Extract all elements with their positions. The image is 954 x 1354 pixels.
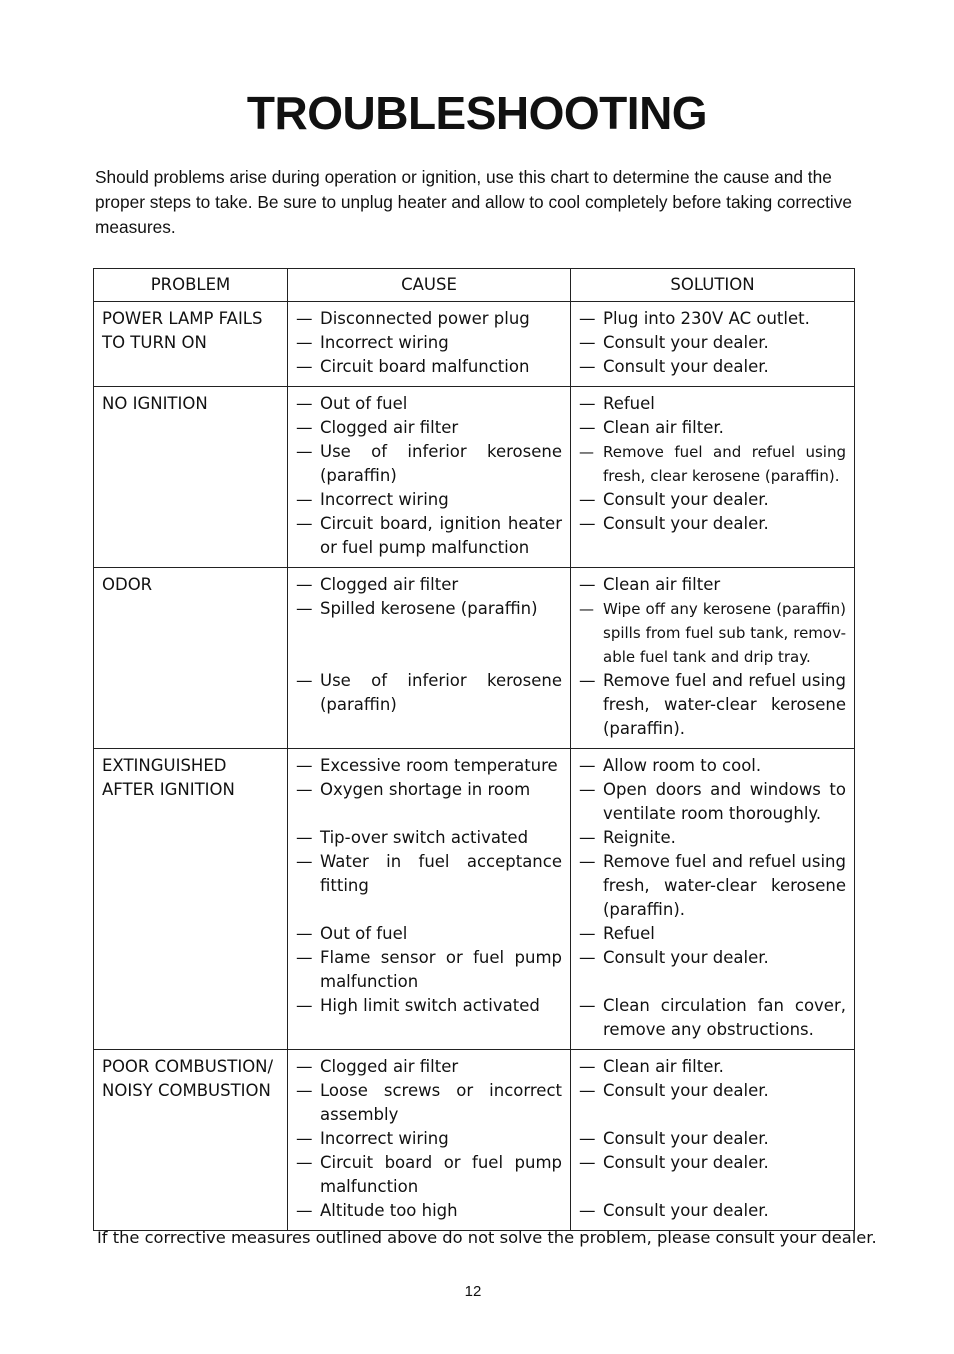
list-item xyxy=(296,355,562,379)
list-item xyxy=(579,440,846,488)
dash-bullet: — xyxy=(579,852,596,871)
item-text: Spilled kerosene (paraffin) xyxy=(320,599,538,618)
problem-cell: POOR COMBUSTION/ NOISY COMBUSTION xyxy=(94,1050,288,1231)
solution-cell xyxy=(571,1050,855,1231)
list-item xyxy=(296,826,562,850)
list-item xyxy=(296,946,562,994)
item-text: Clean circulation fan cover, remove any obstructions. xyxy=(603,996,846,1039)
dash-bullet: — xyxy=(296,599,313,618)
dash-bullet: — xyxy=(579,924,596,943)
list-item xyxy=(296,1127,562,1151)
spacer xyxy=(579,1175,846,1199)
dash-bullet: — xyxy=(579,948,596,967)
item-text: Reignite. xyxy=(603,828,676,847)
dash-bullet: — xyxy=(579,756,596,775)
dash-bullet: — xyxy=(579,333,596,352)
item-text: Consult your dealer. xyxy=(603,490,769,509)
list-item xyxy=(579,1127,846,1151)
item-text: Clogged air filter xyxy=(320,575,459,594)
dash-bullet: — xyxy=(296,948,313,967)
cause-cell xyxy=(288,302,571,387)
item-text: Incorrect wiring xyxy=(320,333,449,352)
dash-bullet: — xyxy=(296,357,313,376)
item-text: Loose screws or incorrect assembly xyxy=(320,1081,562,1124)
list-item xyxy=(296,994,562,1018)
table-row xyxy=(94,387,855,568)
problem-cell: EXTINGUISHED AFTER IGNITION xyxy=(94,749,288,1050)
list-item xyxy=(296,669,562,717)
dash-bullet: — xyxy=(579,996,596,1015)
footnote: If the corrective measures outlined above do not solve the problem, please consult your dealer. xyxy=(97,1228,877,1247)
item-text: Consult your dealer. xyxy=(603,1129,769,1148)
dash-bullet: — xyxy=(296,671,313,690)
dash-bullet: — xyxy=(579,357,596,376)
list-item xyxy=(579,826,846,850)
dash-bullet: — xyxy=(579,1081,596,1100)
item-text: High limit switch activated xyxy=(320,996,540,1015)
list-item xyxy=(579,1079,846,1103)
item-text: Remove fuel and refuel using fresh, water-clear kerosene (paraffin). xyxy=(603,671,846,738)
item-text: Clean air filter xyxy=(603,575,721,594)
list-item xyxy=(296,416,562,440)
item-text: Consult your dealer. xyxy=(603,948,769,967)
spacer xyxy=(296,898,562,922)
item-text: Clean air filter. xyxy=(603,1057,724,1076)
dash-bullet: — xyxy=(579,490,596,509)
item-text: Out of fuel xyxy=(320,924,408,943)
list-item xyxy=(579,355,846,379)
item-text: Plug into 230V AC outlet. xyxy=(603,309,810,328)
dash-bullet: — xyxy=(296,1057,313,1076)
problem-cell: NO IGNITION xyxy=(94,387,288,568)
dash-bullet: — xyxy=(296,514,313,533)
item-text: Use of inferior kerosene (paraffin) xyxy=(320,442,562,485)
dash-bullet: — xyxy=(296,1153,313,1172)
solution-cell xyxy=(571,302,855,387)
list-item xyxy=(579,488,846,512)
item-text: Circuit board, ignition heater or fuel pump malfunction xyxy=(320,514,562,557)
item-text: Wipe off any kerosene (paraffin) spills from fuel sub tank, remov-able fuel tank and drip tray. xyxy=(603,600,846,666)
page-number: 12 xyxy=(464,1283,482,1300)
list-item xyxy=(579,597,846,669)
list-item xyxy=(579,1151,846,1175)
list-item xyxy=(296,1151,562,1199)
list-item xyxy=(579,754,846,778)
dash-bullet: — xyxy=(296,996,313,1015)
dash-bullet: — xyxy=(579,1057,596,1076)
dash-bullet: — xyxy=(296,575,313,594)
item-text: Consult your dealer. xyxy=(603,1201,769,1220)
item-text: Remove fuel and refuel using fresh, clear kerosene (paraffin). xyxy=(603,443,846,485)
item-text: Out of fuel xyxy=(320,394,408,413)
item-text: Oxygen shortage in room xyxy=(320,780,531,799)
item-text: Use of inferior kerosene (paraffin) xyxy=(320,671,562,714)
list-item xyxy=(579,778,846,826)
list-item xyxy=(296,573,562,597)
item-text: Incorrect wiring xyxy=(320,1129,449,1148)
dash-bullet: — xyxy=(296,394,313,413)
list-item xyxy=(579,946,846,970)
list-item xyxy=(579,573,846,597)
table-row xyxy=(94,1050,855,1231)
item-text: Remove fuel and refuel using fresh, water-clear kerosene (paraffin). xyxy=(603,852,846,919)
table-row xyxy=(94,568,855,749)
table-row xyxy=(94,749,855,1050)
list-item xyxy=(579,512,846,536)
list-item xyxy=(296,331,562,355)
item-text: Open doors and windows to ventilate room thoroughly. xyxy=(603,780,846,823)
cause-cell xyxy=(288,568,571,749)
item-text: Flame sensor or fuel pump malfunction xyxy=(320,948,562,991)
cause-cell xyxy=(288,749,571,1050)
item-text: Altitude too high xyxy=(320,1201,458,1220)
solution-cell xyxy=(571,749,855,1050)
list-item xyxy=(579,416,846,440)
dash-bullet: — xyxy=(296,756,313,775)
item-text: Consult your dealer. xyxy=(603,514,769,533)
dash-bullet: — xyxy=(296,1129,313,1148)
item-text: Circuit board malfunction xyxy=(320,357,530,376)
list-item xyxy=(579,307,846,331)
dash-bullet: — xyxy=(296,1201,313,1220)
dash-bullet: — xyxy=(579,1201,596,1220)
troubleshooting-table xyxy=(93,268,855,1231)
item-text: Water in fuel acceptance fitting xyxy=(320,852,562,895)
solution-cell xyxy=(571,387,855,568)
spacer xyxy=(579,1103,846,1127)
spacer xyxy=(296,802,562,826)
item-text: Clogged air filter xyxy=(320,418,459,437)
dash-bullet: — xyxy=(296,924,313,943)
item-text: Consult your dealer. xyxy=(603,1153,769,1172)
table-header-row xyxy=(94,269,855,302)
intro-paragraph: Should problems arise during operation or ignition, use this chart to determine the cause and the proper steps to take. Be sure to unplug heater and allow to cool completely before taking corrective measures. xyxy=(95,167,852,237)
list-item xyxy=(579,331,846,355)
dash-bullet: — xyxy=(579,418,596,437)
item-text: Incorrect wiring xyxy=(320,490,449,509)
list-item xyxy=(296,597,562,621)
list-item xyxy=(296,1079,562,1127)
problem-cell: ODOR xyxy=(94,568,288,749)
cause-cell xyxy=(288,1050,571,1231)
item-text: Allow room to cool. xyxy=(603,756,762,775)
dash-bullet: — xyxy=(296,852,313,871)
list-item xyxy=(296,922,562,946)
list-item xyxy=(296,754,562,778)
dash-bullet: — xyxy=(296,418,313,437)
dash-bullet: — xyxy=(296,828,313,847)
dash-bullet: — xyxy=(579,600,594,618)
item-text: Consult your dealer. xyxy=(603,357,769,376)
list-item xyxy=(296,1055,562,1079)
header-solution: SOLUTION xyxy=(571,269,855,302)
dash-bullet: — xyxy=(579,443,594,461)
dash-bullet: — xyxy=(579,309,596,328)
cause-cell xyxy=(288,387,571,568)
list-item xyxy=(579,1055,846,1079)
list-item xyxy=(296,850,562,898)
dash-bullet: — xyxy=(579,780,596,799)
dash-bullet: — xyxy=(579,1153,596,1172)
dash-bullet: — xyxy=(579,575,596,594)
item-text: Clogged air filter xyxy=(320,1057,459,1076)
list-item xyxy=(296,778,562,802)
solution-cell xyxy=(571,568,855,749)
list-item xyxy=(296,307,562,331)
list-item xyxy=(579,994,846,1042)
item-text: Consult your dealer. xyxy=(603,333,769,352)
list-item xyxy=(296,440,562,488)
list-item xyxy=(579,669,846,741)
dash-bullet: — xyxy=(296,490,313,509)
dash-bullet: — xyxy=(579,671,596,690)
spacer xyxy=(579,970,846,994)
list-item xyxy=(296,392,562,416)
item-text: Excessive room temperature xyxy=(320,756,558,775)
item-text: Refuel xyxy=(603,394,655,413)
dash-bullet: — xyxy=(296,1081,313,1100)
dash-bullet: — xyxy=(296,442,313,461)
dash-bullet: — xyxy=(579,828,596,847)
dash-bullet: — xyxy=(579,1129,596,1148)
spacer xyxy=(296,621,562,645)
problem-cell: POWER LAMP FAILS TO TURN ON xyxy=(94,302,288,387)
dash-bullet: — xyxy=(296,780,313,799)
item-text: Refuel xyxy=(603,924,655,943)
item-text: Consult your dealer. xyxy=(603,1081,769,1100)
item-text: Disconnected power plug xyxy=(320,309,530,328)
dash-bullet: — xyxy=(579,514,596,533)
list-item xyxy=(296,488,562,512)
dash-bullet: — xyxy=(579,394,596,413)
page-title: TROUBLESHOOTING xyxy=(246,87,708,139)
header-problem: PROBLEM xyxy=(94,269,288,302)
dash-bullet: — xyxy=(296,309,313,328)
item-text: Clean air filter. xyxy=(603,418,724,437)
list-item xyxy=(579,392,846,416)
item-text: Circuit board or fuel pump malfunction xyxy=(320,1153,562,1196)
table-row xyxy=(94,302,855,387)
spacer xyxy=(296,645,562,669)
list-item xyxy=(579,1199,846,1223)
list-item xyxy=(579,922,846,946)
item-text: Tip-over switch activated xyxy=(320,828,529,847)
list-item xyxy=(579,850,846,922)
list-item xyxy=(296,1199,562,1223)
dash-bullet: — xyxy=(296,333,313,352)
header-cause: CAUSE xyxy=(288,269,571,302)
list-item xyxy=(296,512,562,560)
